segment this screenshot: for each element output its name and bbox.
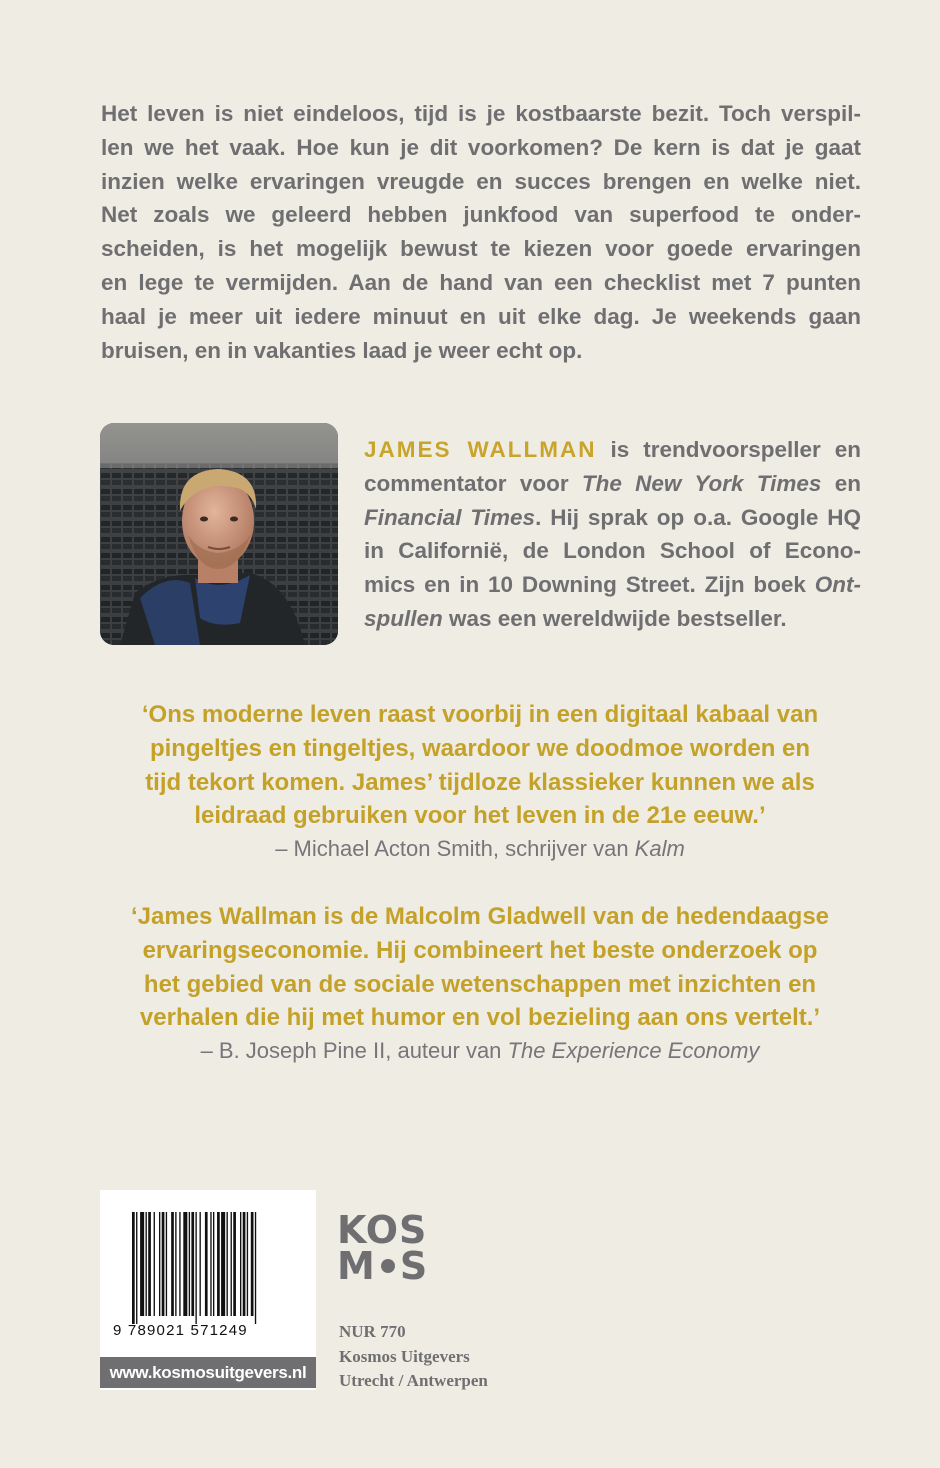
barcode-bar	[243, 1212, 246, 1316]
barcode-bar	[166, 1212, 167, 1316]
back-cover-blurb	[101, 97, 861, 367]
publication-title: Financial Times	[364, 504, 536, 530]
blurb-line: scheiden, is het mogelijk bewust te kiezen voor goede ervaringen	[101, 236, 861, 262]
blurb-line: len we het vaak. Hoe kun je dit voorkomen? De kern is dat je gaat	[101, 134, 861, 160]
barcode-bar	[171, 1212, 174, 1316]
quote-line: tijd tekort komen. James’ tijdloze klassieker kunnen we als	[145, 768, 815, 796]
kosmos-logo: KOS M S	[337, 1208, 429, 1288]
barcode-bar	[231, 1212, 232, 1316]
barcode-bar	[148, 1212, 151, 1316]
barcode-bar	[240, 1212, 241, 1316]
bio-line: commentator voor The New York Times en	[364, 470, 861, 496]
author-bio	[364, 433, 861, 636]
barcode-bar	[227, 1212, 228, 1316]
author-photo	[100, 423, 338, 645]
blurb-line: inzien welke ervaringen vreugde en succes brengen en welke niet.	[101, 168, 861, 194]
barcode-bar	[213, 1212, 214, 1316]
bio-line: mics en in 10 Downing Street. Zijn boek Ont-	[364, 572, 861, 598]
quote-line: het gebied van de sociale wetenschappen met inzichten en	[143, 970, 817, 998]
barcode-bar	[179, 1212, 180, 1316]
barcode-bar	[255, 1212, 256, 1324]
barcode-bar	[191, 1212, 194, 1316]
blurb-line: bruisen, en in vakanties laad je weer echt op.	[101, 337, 583, 363]
quote-line: ‘Ons moderne leven raast voorbij in een digitaal kabaal van	[141, 701, 819, 728]
quote-line: ‘James Wallman is de Malcolm Gladwell van de hedendaagse	[130, 903, 830, 930]
bio-line: Financial Times. Hij sprak op o.a. Google HQ	[364, 504, 862, 530]
publisher-name: Kosmos Uitgevers	[339, 1346, 470, 1366]
barcode-bar	[221, 1212, 225, 1316]
barcode-bar	[205, 1212, 208, 1316]
barcode-bar	[146, 1212, 147, 1316]
logo-dot-icon	[381, 1259, 395, 1273]
barcode-bar	[189, 1212, 190, 1316]
barcode-bar	[217, 1212, 220, 1316]
barcode-bar	[210, 1212, 211, 1316]
book-title: Kalm	[634, 836, 685, 861]
barcode-bar	[136, 1212, 137, 1324]
quote-line: leidraad gebruiken voor het leven in de 21e eeuw.’	[194, 802, 766, 830]
publisher-url[interactable]: www.kosmosuitgevers.nl	[100, 1357, 316, 1388]
quote-line: verhalen die hij met humor en vol bezieling aan ons vertelt.’	[139, 1004, 821, 1032]
bio-line: in Californië, de London School of Econo-	[364, 538, 861, 564]
book-title: Ont-	[814, 572, 861, 598]
barcode-bar	[140, 1212, 144, 1316]
barcode-bar	[233, 1212, 236, 1316]
nur-code: NUR 770	[339, 1322, 406, 1341]
barcode-bar	[247, 1212, 248, 1316]
barcode-bar	[132, 1212, 135, 1324]
barcode-bar	[154, 1212, 155, 1316]
isbn-digits: 9 789021 571249	[113, 1322, 248, 1339]
review-quote-2	[100, 900, 860, 1035]
barcode-bar	[183, 1212, 187, 1316]
publication-title: The New York Times	[581, 470, 822, 496]
barcode-bar	[175, 1212, 176, 1316]
barcode-bar	[159, 1212, 160, 1316]
blurb-line: Net zoals we geleerd hebben junkfood van superfood te onder-	[101, 202, 861, 228]
quote-line: ervaringseconomie. Hij combineert het beste onderzoek op	[142, 936, 818, 964]
blurb-line: en lege te vermijden. Aan de hand van een checklist met 7 punten	[101, 269, 861, 295]
bio-line: JAMES WALLMAN is trendvoorspeller en	[364, 437, 862, 462]
review-attribution-2: – B. Joseph Pine II, auteur van The Experience Economy	[200, 1038, 760, 1063]
review-quote-1	[100, 698, 860, 833]
barcode-bar	[195, 1212, 196, 1324]
barcode-bar	[162, 1212, 165, 1316]
publisher-city: Utrecht / Antwerpen	[339, 1371, 488, 1390]
barcode-bar	[200, 1212, 201, 1316]
blurb-line: haal je meer uit iedere minuut en uit elke dag. Je weekends gaan	[101, 303, 861, 329]
quote-line: pingeltjes en tingeltjes, waardoor we doodmoe worden en	[149, 734, 811, 762]
bio-line: spullen was een wereldwijde bestseller.	[364, 605, 787, 631]
book-title: spullen	[364, 605, 443, 631]
publisher-info	[339, 1320, 488, 1394]
author-name: JAMES WALLMAN	[364, 437, 597, 462]
blurb-line: Het leven is niet eindeloos, tijd is je kostbaarste bezit. Toch verspil-	[101, 101, 861, 126]
review-attribution-1: – Michael Acton Smith, schrijver van Kalm	[275, 836, 685, 861]
logo-top: KOS	[337, 1208, 428, 1252]
book-title: The Experience Economy	[507, 1038, 760, 1063]
barcode-bar	[251, 1212, 254, 1316]
